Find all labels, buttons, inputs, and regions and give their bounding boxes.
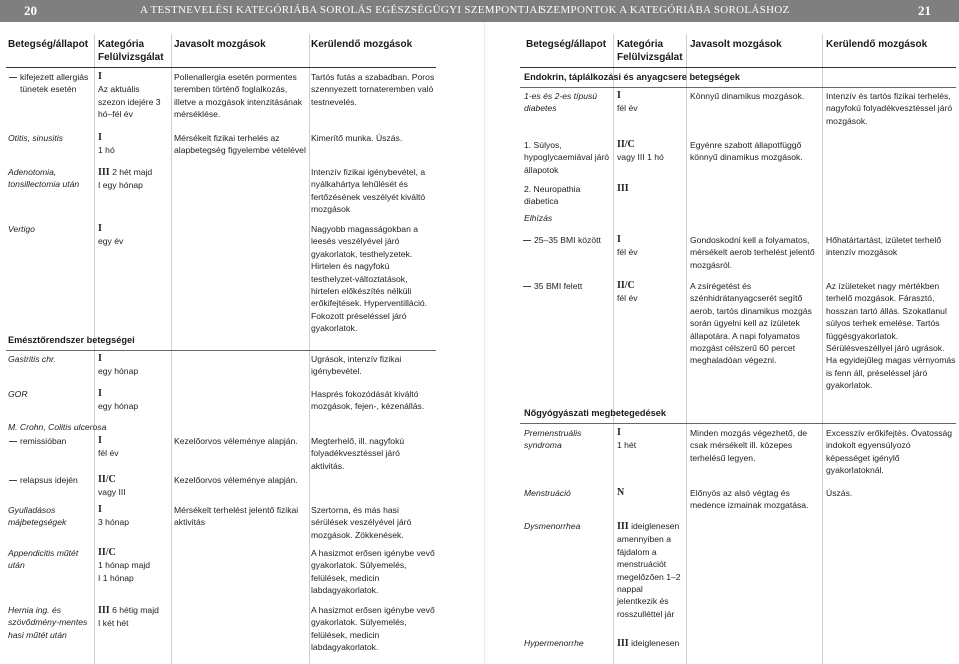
avoid-cell: Intenzív fizikai igénybevétel, a nyálkahártya lehűlését és fertőzésének veszélyét kiváltó mozgások [311, 167, 426, 215]
recommended-cell: Előnyös az alsó végtag és medence izmainak mozgatása. [690, 488, 809, 511]
section-rule [520, 423, 956, 424]
state-cell: 2. Neuropathia diabetica [524, 184, 581, 207]
section-title-endocrine: Endokrin, táplálkozási és anyagcsere betegségek [524, 72, 741, 82]
state-cell: GOR [8, 389, 28, 399]
col-head-category: Kategória Felülvizsgálat [98, 39, 164, 63]
avoid-cell: Intenzív és tartós fizikai terhelés, nagyfokú folyadékvesztéssel járó mozgások. [826, 91, 953, 126]
state-cell: 35 BMI felett [534, 281, 583, 291]
category-cell: N [617, 487, 625, 498]
category-cell: II/C vagy III 1 hó [617, 139, 664, 163]
avoid-cell: Kimerítő munka. Úszás. [311, 133, 403, 143]
avoid-cell: Az ízületeket nagy mértékben terhelő mozgások. Fárasztó, hosszan tartó állás. Szokatlanul súlyos terhek emelése. Tartós függésgyakorlatok. Sérülésveszéllyel járó ugrások. Ha egyidejűleg magas vérnyomás is fenn áll, préseléssel járó gyakorlatok. [826, 281, 956, 391]
sub-item-dash [523, 286, 531, 287]
sub-item-dash [9, 480, 17, 481]
avoid-cell: A hasizmot erősen igénybe vevő gyakorlatok. Súlyemelés, felülések, medicin labdagyakorlatok. [311, 548, 435, 596]
state-cell: Dysmenorrhea [524, 521, 581, 531]
state-cell: Appendicitis műtét után [8, 548, 79, 571]
state-cell: relapsus idején [20, 475, 78, 485]
section-rule [520, 87, 956, 88]
state-cell: remissióban [20, 436, 67, 446]
left-page-number: 20 [24, 3, 37, 18]
state-cell: Otitis, sinusitis [8, 133, 63, 143]
category-cell: III 6 hétig majd I két hét [98, 605, 159, 629]
state-cell: Adenotomia, tonsillectomia után [8, 167, 80, 190]
header-rule [6, 67, 436, 68]
avoid-cell: A hasizmot erősen igénybe vevő gyakorlatok. Súlyemelés, felülések, medicin labdagyakorlatok. [311, 605, 435, 653]
recommended-cell: Minden mozgás végezhető, de csak mérsékelt ill. közepes terhelésű legyen. [690, 428, 808, 463]
header-rule [520, 67, 956, 68]
category-cell: I 3 hónap [98, 504, 130, 528]
state-cell: M. Crohn, Colitis ulcerosa [8, 422, 107, 432]
state-cell: 25–35 BMI között [534, 235, 601, 245]
recommended-cell: A zsírégetést és szénhidrátanyagcserét segítő aerob, tartós dinamikus mozgás során ügyelni kell az ízületek állapotára. A napi folyamatos mozgást célszerű 60 percet meghaladóan végezni. [690, 281, 812, 366]
avoid-cell: Excesszív erőkifejtés. Óvatosság indokolt egyensúlyozó képességet igénylő gyakorlatoknál. [826, 428, 953, 476]
category-cell: I egy hónap [98, 388, 139, 412]
col-head-category: Kategória Felülvizsgálat [617, 39, 683, 63]
column-separator [822, 34, 823, 664]
col-head-recommended: Javasolt mozgások [174, 39, 266, 50]
category-cell: I egy hónap [98, 353, 139, 377]
state-cell: Gyulladásos májbetegségek [8, 505, 67, 528]
category-cell: I 1 hó [98, 132, 115, 156]
avoid-cell: Tartós futás a szabadban. Poros szennyezett tornateremben való testnevelés. [311, 72, 435, 107]
column-separator [171, 34, 172, 664]
column-separator [686, 34, 687, 664]
sub-item-dash [9, 77, 17, 78]
sub-item-dash [9, 441, 17, 442]
avoid-cell: Megterhelő, ill. nagyfokú folyadékvesztéssel járó aktivitás. [311, 436, 405, 471]
category-cell: II/C 1 hónap majd I 1 hónap [98, 547, 151, 583]
avoid-cell: Hőhatártartást, izületet terhelő intenzív mozgások [826, 235, 942, 258]
right-page-number: 21 [918, 3, 931, 18]
state-cell: kifejezett allergiás tünetek esetén [20, 72, 89, 95]
state-cell: 1. Súlyos, hypoglycaemiával járó állapotok [524, 140, 610, 175]
state-cell: Hernia ing. és szövődmény-mentes hasi műtét után [8, 605, 88, 640]
col-head-recommended: Javasolt mozgások [690, 39, 782, 50]
recommended-cell: Kezelőorvos véleménye alapján. [174, 475, 298, 485]
col-head-avoid: Kerülendő mozgások [826, 39, 928, 50]
recommended-cell: Kezelőorvos véleménye alapján. [174, 436, 298, 446]
avoid-cell: Ugrások, intenzív fizikai igénybevétel. [311, 354, 402, 377]
category-cell: II/C fél év [617, 280, 638, 304]
category-cell: I fél év [98, 435, 119, 459]
category-cell: III 2 hét majd I egy hónap [98, 167, 153, 191]
col-head-state: Betegség/állapot [8, 39, 89, 50]
recommended-cell: Mérsékelt fizikai terhelés az alapbetegség figyelembe vételével [174, 133, 306, 156]
avoid-cell: Úszás. [826, 488, 853, 498]
page-gutter [484, 22, 485, 664]
recommended-cell: Mérsékelt terhelést jelentő fizikai aktivitás [174, 505, 299, 528]
column-separator [94, 34, 95, 664]
recommended-cell: Könnyű dinamikus mozgások. [690, 91, 805, 101]
category-cell: III ideiglenesen amennyiben a fájdalom a menstruációt megelőzően 1–2 nappal jelentkezik és rosszulléttel jár [617, 521, 681, 619]
recommended-cell: Pollenallergia esetén pormentes teremben történő foglalkozás, illetve a mozgások intenzitásának mérséklése. [174, 72, 303, 120]
category-cell: I Az aktuális szezon idejére 3 hó–fél év [98, 71, 161, 120]
avoid-cell: Nagyobb magasságokban a leesés veszélyével járó gyakorlatok, testhelyzetek. Hirtelen és nagyfokú testhelyzet-változtatások, hirtelen előkészítés nélküli erőkifejtések. Hyperventilláció. Fokozott préseléssel járó gyakorlatok. [311, 224, 428, 334]
sub-item-dash [523, 240, 531, 241]
state-cell: 1-es és 2-es típusú diabetes [524, 91, 598, 114]
column-separator [613, 34, 614, 664]
section-title-digestive: Emésztőrendszer betegségei [8, 335, 135, 345]
section-title-gynecology: Nőgyógyászati megbetegedések [524, 408, 666, 418]
section-rule [6, 350, 436, 351]
state-cell: Elhízás [524, 213, 553, 223]
col-head-avoid: Kerülendő mozgások [311, 39, 413, 50]
state-cell: Vertigo [8, 224, 35, 234]
state-cell: Premenstruális syndroma [524, 428, 582, 451]
column-separator [309, 34, 310, 664]
category-cell: III [617, 183, 629, 194]
avoid-cell: Hasprés fokozódását kiváltó mozgások, fejen-, kézenállás. [311, 389, 425, 412]
category-cell: II/C vagy III [98, 474, 126, 498]
left-running-title: A TESTNEVELÉSI KATEGÓRIÁBA SOROLÁS EGÉSZSÉGÜGYI SZEMPONTJAI [140, 4, 542, 16]
state-cell: Hypermenorrhe [524, 638, 584, 648]
category-cell: I 1 hét [617, 427, 637, 451]
recommended-cell: Gondoskodni kell a folyamatos, mérsékelt aerob terhelést jelentő mozgásról. [690, 235, 815, 270]
category-cell: III ideiglenesen [617, 638, 680, 649]
col-head-state: Betegség/állapot [526, 39, 607, 50]
recommended-cell: Egyénre szabott állapotfüggő könnyű dinamikus mozgások. [690, 140, 803, 163]
state-cell: Gastritis chr. [8, 354, 56, 364]
state-cell: Menstruáció [524, 488, 571, 498]
avoid-cell: Szertorna, és más hasi sérülések veszélyével járó mozgások. Zökkenések. [311, 505, 412, 540]
category-cell: I fél év [617, 234, 638, 258]
right-running-title: SZEMPONTOK A KATEGÓRIÁBA SOROLÁSHOZ [540, 4, 790, 16]
category-cell: I fél év [617, 90, 638, 114]
page-header-bar [0, 0, 959, 22]
category-cell: I egy év [98, 223, 124, 247]
